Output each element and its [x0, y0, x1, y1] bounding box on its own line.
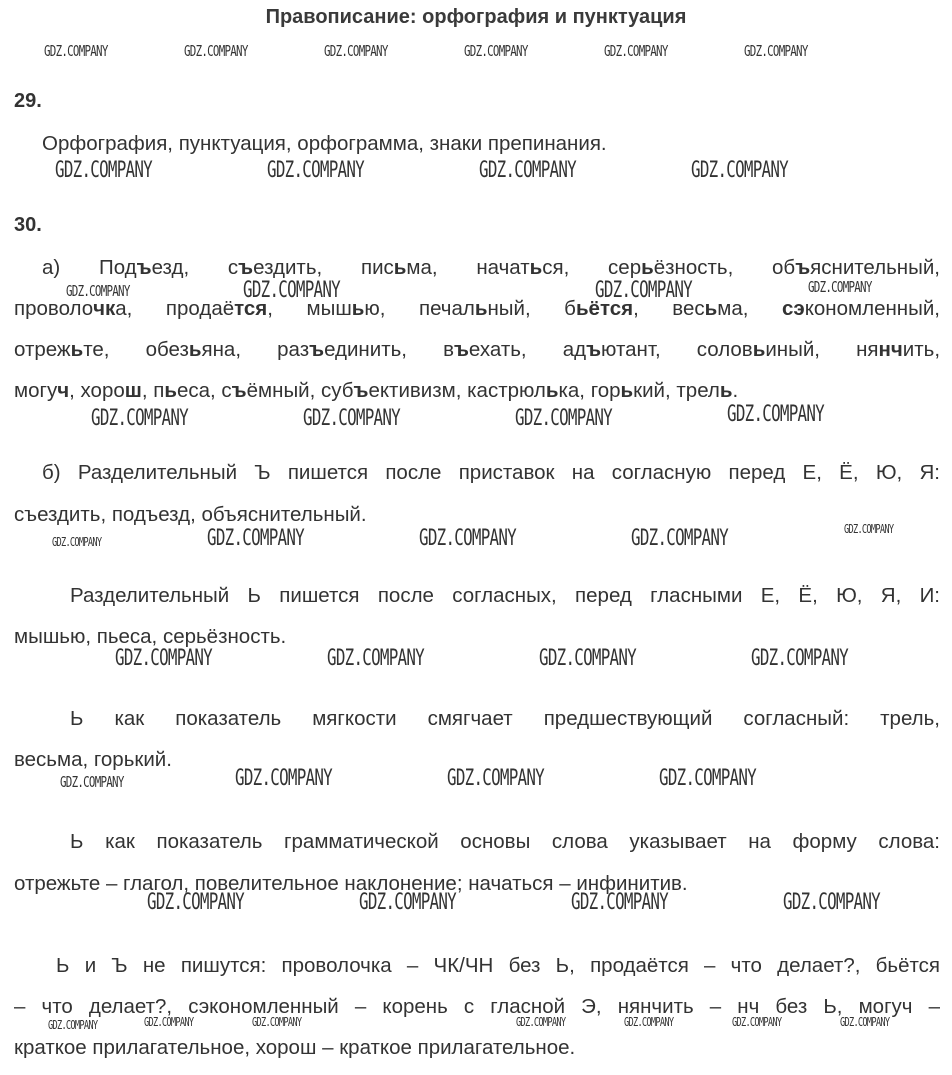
watermark: GDZ.COMPANY: [844, 522, 894, 536]
watermark: GDZ.COMPANY: [751, 646, 848, 671]
watermark: GDZ.COMPANY: [659, 766, 756, 791]
watermark: GDZ.COMPANY: [732, 1015, 782, 1029]
watermark: GDZ.COMPANY: [55, 158, 152, 183]
watermark: GDZ.COMPANY: [783, 890, 880, 915]
watermark: GDZ.COMPANY: [515, 406, 612, 431]
watermark: GDZ.COMPANY: [324, 42, 388, 60]
task-30b-para1-line-2: съездить, подъезд, объяснительный.: [14, 503, 367, 526]
watermark: GDZ.COMPANY: [243, 278, 340, 303]
task-30b-para5-line-1: Ь и Ъ не пишутся: проволочка – ЧК/ЧН без Ь, продаётся – что делает?, бьётся: [56, 954, 940, 977]
task-30b-para5-line-3: краткое прилагательное, хорош – краткое прилагательное.: [14, 1036, 576, 1059]
watermark: GDZ.COMPANY: [147, 890, 244, 915]
watermark: GDZ.COMPANY: [48, 1018, 98, 1032]
task-29-text: Орфография, пунктуация, орфограмма, знаки препинания.: [42, 132, 607, 155]
watermark: GDZ.COMPANY: [516, 1015, 566, 1029]
watermark: GDZ.COMPANY: [604, 42, 668, 60]
watermark: GDZ.COMPANY: [44, 42, 108, 60]
task-30b-para4-line-1: Ь как показатель грамматической основы слова указывает на форму слова:: [70, 830, 940, 853]
task-30b-para2-line-1: Разделительный Ь пишется после согласных, перед гласными Е, Ё, Ю, Я, И:: [70, 584, 940, 607]
task-30b-para2-line-2: мышью, пьеса, серьёзность.: [14, 625, 287, 648]
watermark: GDZ.COMPANY: [447, 766, 544, 791]
watermark: GDZ.COMPANY: [235, 766, 332, 791]
watermark: GDZ.COMPANY: [419, 526, 516, 551]
watermark: GDZ.COMPANY: [144, 1015, 194, 1029]
watermark: GDZ.COMPANY: [464, 42, 528, 60]
watermark: GDZ.COMPANY: [539, 646, 636, 671]
watermark: GDZ.COMPANY: [66, 282, 130, 300]
watermark: GDZ.COMPANY: [303, 406, 400, 431]
watermark: GDZ.COMPANY: [840, 1015, 890, 1029]
watermark: GDZ.COMPANY: [691, 158, 788, 183]
watermark: GDZ.COMPANY: [571, 890, 668, 915]
watermark: GDZ.COMPANY: [624, 1015, 674, 1029]
watermark: GDZ.COMPANY: [727, 402, 824, 427]
watermark: GDZ.COMPANY: [631, 526, 728, 551]
watermark: GDZ.COMPANY: [267, 158, 364, 183]
watermark: GDZ.COMPANY: [60, 773, 124, 791]
watermark: GDZ.COMPANY: [744, 42, 808, 60]
watermark: GDZ.COMPANY: [359, 890, 456, 915]
task-30b-para5-line-2: – что делает?, сэкономленный – корень с гласной Э, нянчить – нч без Ь, могуч –: [14, 995, 940, 1018]
task-29-number: 29.: [14, 90, 42, 112]
task-30b-para1-line-1: б) Разделительный Ъ пишется после приставок на согласную перед Е, Ё, Ю, Я:: [42, 461, 940, 484]
watermark: GDZ.COMPANY: [184, 42, 248, 60]
watermark: GDZ.COMPANY: [252, 1015, 302, 1029]
watermark: GDZ.COMPANY: [479, 158, 576, 183]
task-30b-para4-line-2: отрежьте – глагол, повелительное наклонение; начаться – инфинитив.: [14, 872, 688, 895]
task-30a-line-1: а) Подъезд, съездить, письма, начаться, серьёзность, объяснительный,: [42, 256, 940, 279]
task-30-number: 30.: [14, 214, 42, 236]
watermark: GDZ.COMPANY: [52, 535, 102, 549]
watermark: GDZ.COMPANY: [808, 278, 872, 296]
page-title: Правописание: орфография и пунктуация: [265, 6, 687, 28]
task-30b-para3-line-2: весьма, горький.: [14, 748, 172, 771]
watermark: GDZ.COMPANY: [91, 406, 188, 431]
task-30a-line-4: могуч, хорош, пьеса, съёмный, субъективизм, кастрюлька, горький, трель.: [14, 379, 739, 402]
task-30a-line-2: проволочка, продаётся, мышью, печальный, бьётся, весьма, сэкономленный,: [14, 297, 941, 320]
task-30a-line-3: отрежьте, обезьяна, разъединить, въехать, адъютант, соловьиный, нянчить,: [14, 338, 941, 361]
watermark: GDZ.COMPANY: [115, 646, 212, 671]
watermark: GDZ.COMPANY: [327, 646, 424, 671]
task-30b-para3-line-1: Ь как показатель мягкости смягчает предшествующий согласный: трель,: [70, 707, 940, 730]
watermark: GDZ.COMPANY: [207, 526, 304, 551]
watermark: GDZ.COMPANY: [595, 278, 692, 303]
